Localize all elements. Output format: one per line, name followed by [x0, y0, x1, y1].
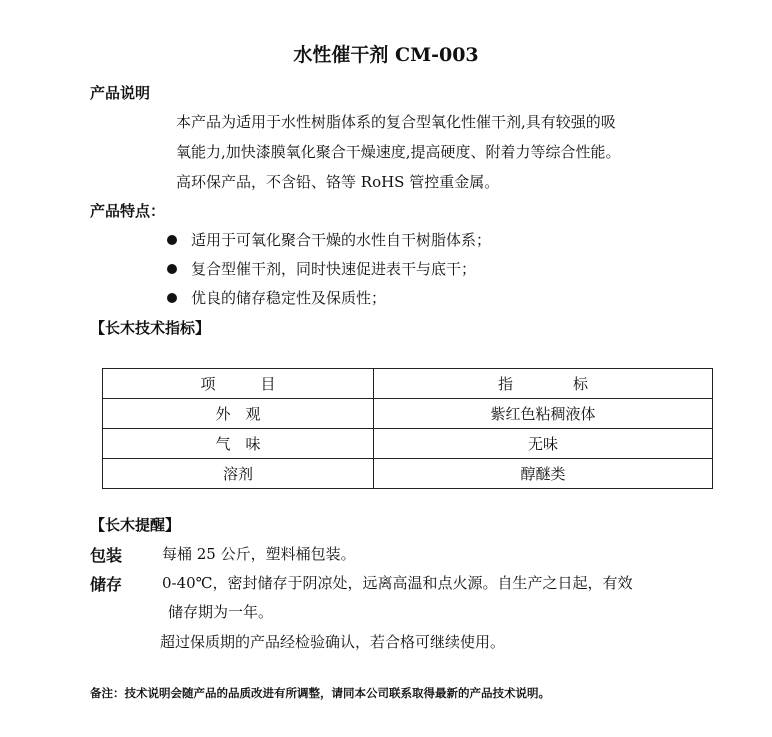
bullet-icon	[167, 235, 177, 245]
reminder-heading: 【长木提醒】	[90, 516, 181, 534]
description-line: 氧能力,加快漆膜氧化聚合干燥速度,提高硬度、附着力等综合性能。	[176, 143, 621, 161]
table-cell: 紫红色粘稠液体	[374, 399, 713, 429]
feature-text: 适用于可氧化聚合干燥的水性自干树脂体系；	[191, 231, 492, 249]
feature-list-item	[167, 229, 491, 250]
table-cell: 外 观	[103, 399, 374, 429]
description-line: 本产品为适用于水性树脂体系的复合型氧化性催干剂,具有较强的吸	[176, 113, 616, 131]
product-features-heading: 产品特点：	[90, 202, 166, 220]
feature-text: 复合型催干剂，同时快速促进表干与底干；	[191, 260, 477, 278]
footnote: 备注：技术说明会随产品的品质改进有所调整，请同本公司联系取得最新的产品技术说明。	[90, 686, 550, 700]
table-header-row	[103, 369, 713, 399]
table-header-cell: 指 标	[374, 369, 713, 399]
table-cell: 醇醚类	[374, 459, 713, 489]
storage-label: 储存	[90, 575, 123, 594]
table-cell: 气 味	[103, 429, 374, 459]
product-description-heading: 产品说明	[90, 84, 151, 102]
storage-text: 储存期为一年。	[168, 603, 274, 621]
document-title: 水性催干剂 CM-003	[293, 44, 479, 66]
package-text: 每桶 25 公斤，塑料桶包装。	[162, 545, 356, 563]
tech-spec-heading: 【长木技术指标】	[90, 319, 211, 337]
table-row	[103, 399, 713, 429]
storage-text: 0-40℃，密封储存于阴凉处，远离高温和点火源。自生产之日起，有效	[162, 574, 633, 592]
table-row	[103, 429, 713, 459]
description-line: 高环保产品，不含铅、铬等 RoHS 管控重金属。	[176, 173, 500, 191]
table-header-cell: 项 目	[103, 369, 374, 399]
bullet-icon	[167, 264, 177, 274]
bullet-icon	[167, 293, 177, 303]
storage-text: 超过保质期的产品经检验确认，若合格可继续使用。	[160, 633, 506, 651]
feature-list-item	[167, 258, 476, 279]
table-row	[103, 459, 713, 489]
table-cell: 溶剂	[103, 459, 374, 489]
tech-spec-table	[102, 368, 713, 489]
table-cell: 无味	[374, 429, 713, 459]
package-label: 包装	[90, 546, 123, 565]
feature-text: 优良的储存稳定性及保质性；	[191, 289, 387, 307]
feature-list-item	[167, 287, 386, 308]
